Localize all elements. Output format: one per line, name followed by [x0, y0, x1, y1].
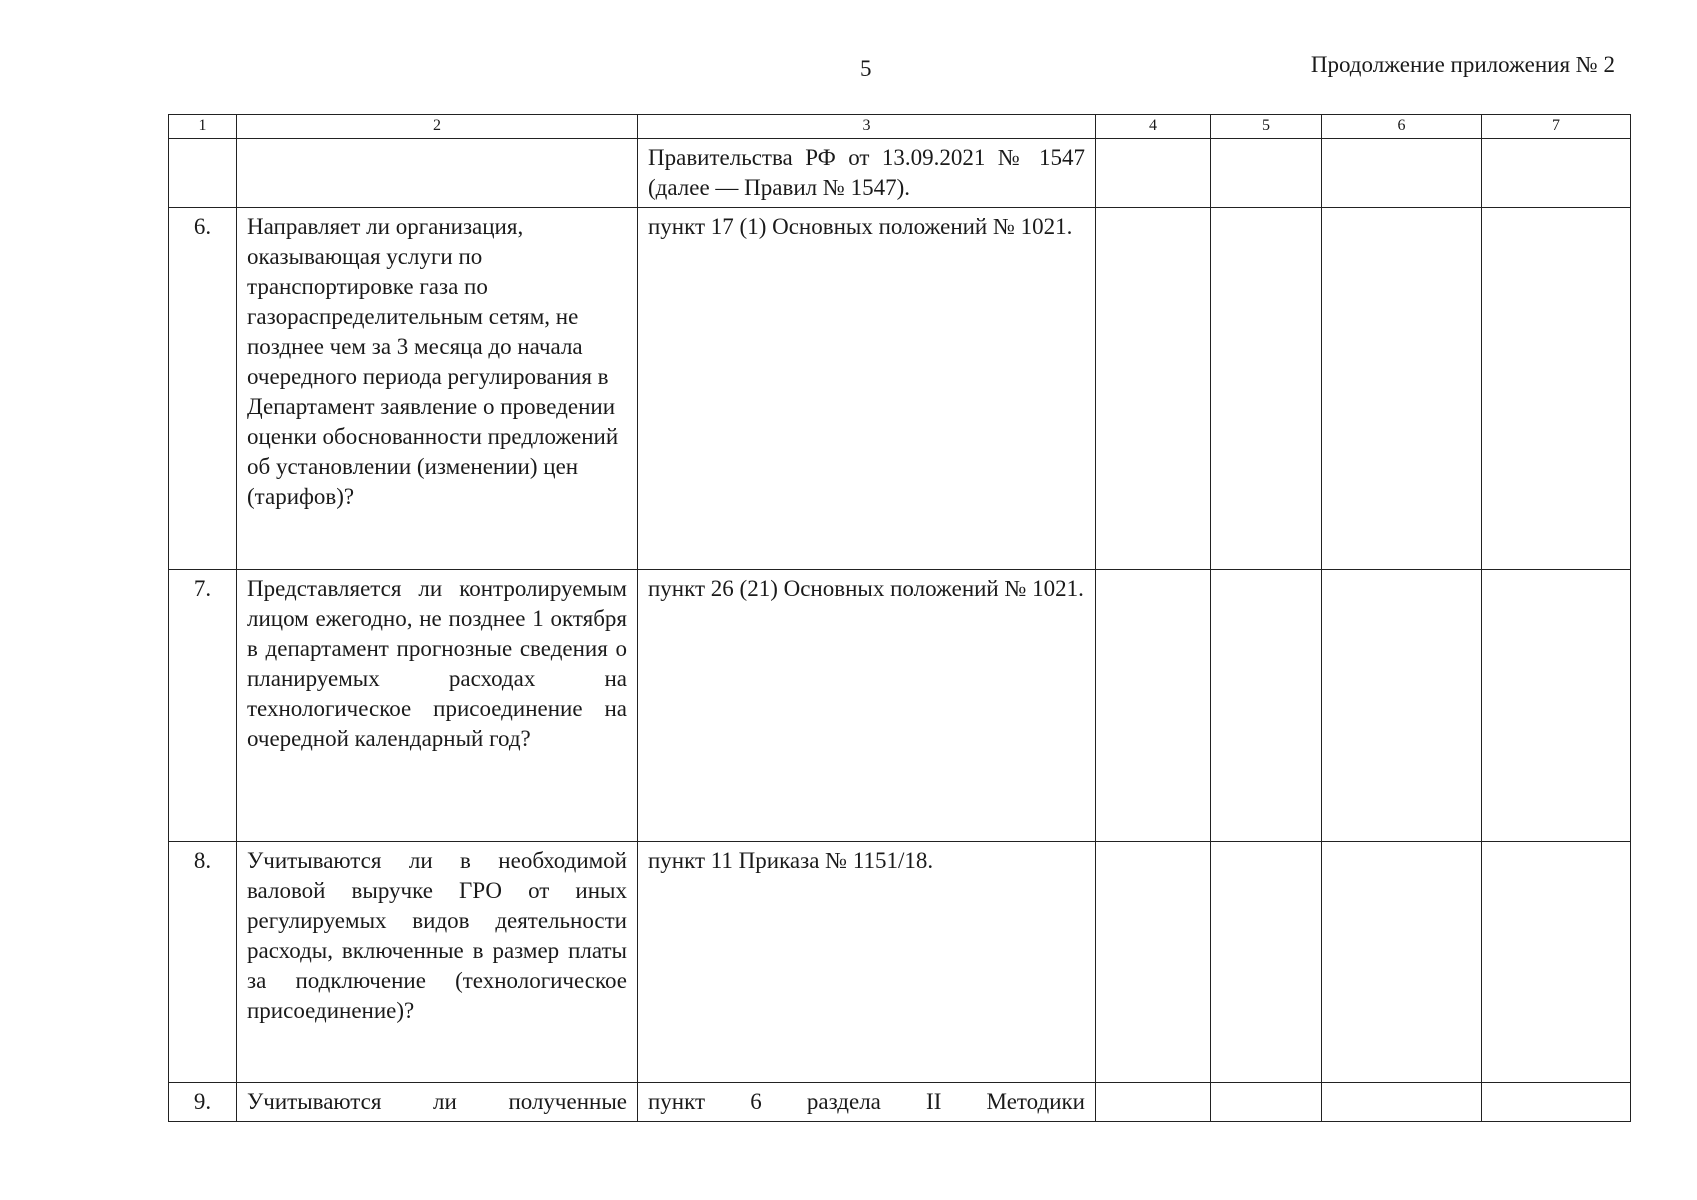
reference-cell: [638, 1083, 1096, 1122]
reference-continuation-cell: Правительства РФ от 13.09.2021 № 1547 (далее — Правил № 1547).: [638, 139, 1096, 208]
table-row-continuation: [169, 139, 1631, 208]
column-header-5: 5: [1211, 115, 1322, 139]
empty-cell: [1322, 1083, 1482, 1122]
empty-cell: [1482, 208, 1631, 570]
reference-cell: пункт 11 Приказа № 1151/18.: [638, 842, 1096, 1083]
reference-cell: пункт 17 (1) Основных положений № 1021.: [638, 208, 1096, 570]
column-header-7: 7: [1482, 115, 1631, 139]
empty-cell: [1211, 208, 1322, 570]
appendix-continuation-label: Продолжение приложения № 2: [1310, 52, 1615, 77]
row-number: 8.: [169, 842, 237, 1083]
column-header-1: 1: [169, 115, 237, 139]
empty-cell: [1096, 842, 1211, 1083]
empty-cell: [1096, 570, 1211, 842]
column-number-header: [169, 115, 1631, 139]
table-row: [169, 1083, 1631, 1122]
empty-cell: [1322, 570, 1482, 842]
row-number: 6.: [169, 208, 237, 570]
table-row: [169, 208, 1631, 570]
empty-cell: [1211, 570, 1322, 842]
page-number: 5: [860, 56, 872, 81]
reference-cell: пункт 26 (21) Основных положений № 1021.: [638, 570, 1096, 842]
empty-cell: [169, 139, 237, 208]
table-row: [169, 570, 1631, 842]
empty-cell: [1322, 139, 1482, 208]
empty-cell: [1482, 570, 1631, 842]
question-cell: Направляет ли организация, оказывающая услуги по транспортировке газа по газораспределительным сетям, не позднее чем за 3 месяца до начала очередного периода регулирования в Департамент заявление о проведении оценки обоснованности предложений об установлении (изменении) цен (тарифов)?: [237, 208, 638, 570]
question-text: Учитываются ли полученные: [247, 1089, 627, 1114]
column-header-2: 2: [237, 115, 638, 139]
empty-cell: [1096, 1083, 1211, 1122]
row-number: 7.: [169, 570, 237, 842]
reference-text: пункт 6 раздела II Методики: [648, 1089, 1085, 1114]
checklist-table: [168, 114, 1631, 1122]
row-number: 9.: [169, 1083, 237, 1122]
empty-cell: [1482, 139, 1631, 208]
empty-cell: [1211, 139, 1322, 208]
empty-cell: [1482, 1083, 1631, 1122]
question-cell: Представляется ли контролируемым лицом ежегодно, не позднее 1 октября в департамент прогнозные сведения о планируемых расходах на технологическое присоединение на очередной календарный год?: [237, 570, 638, 842]
table-row: [169, 842, 1631, 1083]
question-cell: Учитываются ли в необходимой валовой выручке ГРО от иных регулируемых видов деятельности расходы, включенные в размер платы за подключение (технологическое присоединение)?: [237, 842, 638, 1083]
empty-cell: [1482, 842, 1631, 1083]
column-header-3: 3: [638, 115, 1096, 139]
empty-cell: [237, 139, 638, 208]
column-header-4: 4: [1096, 115, 1211, 139]
column-header-6: 6: [1322, 115, 1482, 139]
empty-cell: [1096, 208, 1211, 570]
empty-cell: [1322, 842, 1482, 1083]
empty-cell: [1211, 1083, 1322, 1122]
empty-cell: [1322, 208, 1482, 570]
question-cell: [237, 1083, 638, 1122]
empty-cell: [1096, 139, 1211, 208]
empty-cell: [1211, 842, 1322, 1083]
